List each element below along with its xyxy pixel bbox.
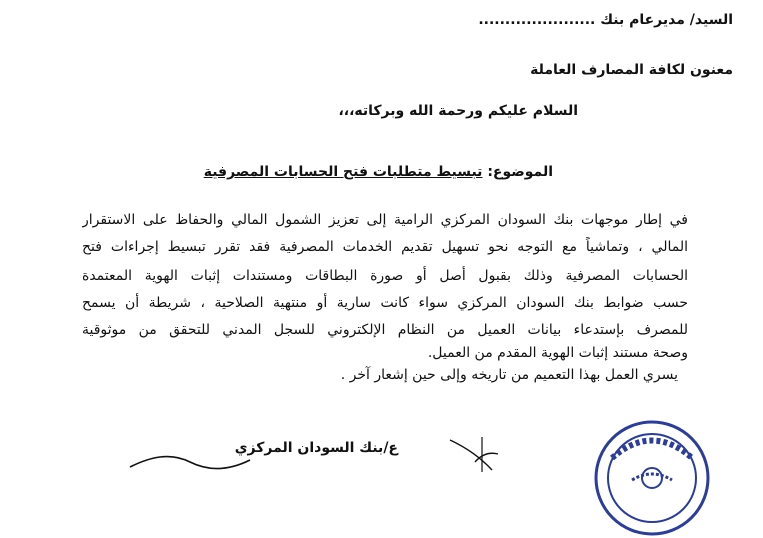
official-stamp [592,418,712,538]
body-line: المالي ، وتماشياً مع التوجه نحو تسهيل تقديم الخدمات المصرفية فقد تقرر تبسيط إجراءات فتح [82,239,688,255]
body-line: وصحة مستند إثبات الهوية المقدم من العميل. [427,345,688,361]
handwritten-signature [120,432,500,472]
body-line: حسب ضوابط بنك السودان المركزي سواء كانت سارية أو منتهية الصلاحية ، شريطة أن يسمح [82,295,688,311]
subject-text: تبسيط متطلبات فتح الحسابات المصرفية [203,164,483,180]
body-line: في إطار موجهات بنك السودان المركزي الرامية إلى تعزيز الشمول المالي والحفاظ على الاستقرار [82,212,688,228]
recipients-line: معنون لكافة المصارف العاملة [530,62,733,78]
signatory-line: ع/بنك السودان المركزي [234,440,398,456]
closing-line: يسري العمل بهذا التعميم من تاريخه وإلى حين إشعار آخر . [340,367,678,383]
subject-line [204,164,553,180]
greeting-line: السلام عليكم ورحمة الله وبركاته،،، [338,103,578,119]
subject-label: الموضوع: [487,164,553,180]
addressee-line: السيد/ مديرعام بنك ...................... [478,12,733,28]
body-line: الحسابات المصرفية وذلك بقبول أصل أو صورة البطاقات ومستندات إثبات الهوية المعتمدة [82,268,688,284]
body-line: للمصرف بإستدعاء بيانات العميل من النظام الإلكتروني للسجل المدني للتحقق من موثوقية [82,322,688,338]
